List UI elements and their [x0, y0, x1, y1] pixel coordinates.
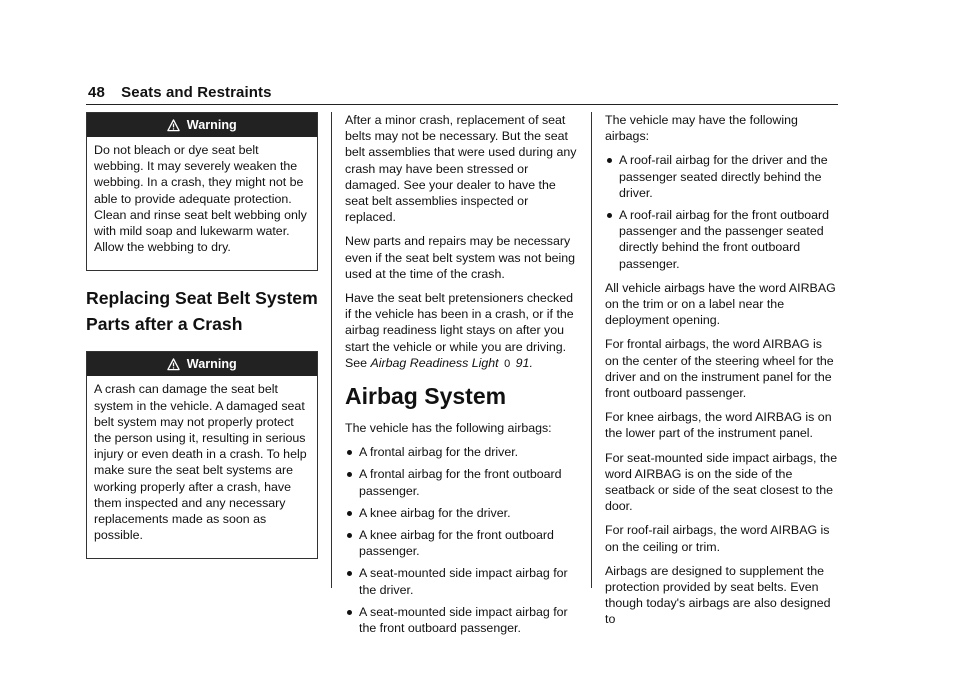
paragraph: For roof-rail airbags, the word AIRBAG is on the ceiling or trim. [605, 523, 830, 554]
column-middle [345, 112, 580, 644]
warning-text: A crash can damage the seat belt system in the vehicle. A damaged seat belt system may not properly protect the person using it, resulting in serious injury or even death in a crash. To help make sure the seat belt systems are working properly after a crash, have them inspected and any necessary replacements made as soon as possible. [94, 382, 307, 543]
optional-airbag-list [605, 152, 838, 271]
warning-box-crash-damage [86, 351, 318, 559]
list-item: A roof-rail airbag for the front outboard passenger and the passenger seated directly behind the front outboard passenger. [605, 207, 838, 272]
warning-header [87, 113, 317, 137]
column-divider-right [591, 112, 592, 588]
page-reference-icon: 0 [504, 357, 511, 370]
page-header [88, 84, 272, 101]
warning-triangle-icon [167, 355, 180, 379]
section-heading-replacing-parts: Replacing Seat Belt System Parts after a Crash [86, 288, 318, 335]
warning-title: Warning [186, 357, 237, 372]
section-title: Seats and Restraints [121, 84, 272, 101]
paragraph: The vehicle has the following airbags: [345, 421, 552, 436]
warning-text: Do not bleach or dye seat belt webbing. It may severely weaken the webbing. In a crash, they might not be able to provide adequate protection. Clean and rinse seat belt webbing only with mild soap and lukewarm water. Allow the webbing to dry. [94, 143, 307, 255]
paragraph-with-reference: Have the seat belt pretensioners checked if the vehicle has been in a crash, or if the airbag readiness light stays on after you start the vehicle or while you are driving. See Airbag Readiness Light 0 91. [345, 291, 574, 370]
list-item: A roof-rail airbag for the driver and the passenger seated directly behind the driver. [605, 152, 838, 201]
paragraph: The vehicle may have the following airbags: [605, 113, 798, 144]
warning-body [87, 137, 317, 270]
warning-title: Warning [186, 118, 237, 132]
header-rule [86, 104, 838, 105]
list-item: A frontal airbag for the front outboard passenger. [345, 466, 580, 498]
reference-page-number[interactable]: 91. [515, 355, 533, 370]
list-item: A knee airbag for the front outboard passenger. [345, 527, 580, 559]
paragraph: For seat-mounted side impact airbags, the word AIRBAG is on the side of the seatback or side of the seat closest to the door. [605, 450, 838, 514]
section-heading-airbag-system: Airbag System [345, 383, 507, 410]
warning-body [87, 376, 317, 558]
paragraph: Airbags are designed to supplement the protection provided by seat belts. Even though today's airbags are also designed to [605, 563, 831, 627]
column-divider-left [331, 112, 332, 588]
warning-box-webbing [86, 112, 318, 271]
column-left [86, 112, 318, 559]
page-number: 48 [88, 84, 105, 101]
column-right [605, 112, 838, 636]
warning-triangle-icon [167, 116, 180, 140]
paragraph: New parts and repairs may be necessary even if the seat belt system was not being used at the time of the crash. [345, 234, 576, 281]
list-item: A knee airbag for the driver. [345, 505, 580, 521]
paragraph: After a minor crash, replacement of seat belts may not be necessary. But the seat belt assemblies that were used during any crash may have been stressed or damaged. See your dealer to have the seat belt assemblies inspected or replaced. [345, 113, 577, 225]
cross-reference-link[interactable]: Airbag Readiness Light [370, 355, 499, 370]
airbag-list [345, 444, 580, 636]
paragraph: For frontal airbags, the word AIRBAG is on the center of the steering wheel for the driver and on the instrument panel for the front outboard passenger. [605, 337, 834, 401]
list-item: A frontal airbag for the driver. [345, 444, 580, 460]
paragraph: For knee airbags, the word AIRBAG is on the lower part of the instrument panel. [605, 410, 832, 441]
list-item: A seat-mounted side impact airbag for the front outboard passenger. [345, 604, 580, 636]
warning-header [87, 352, 317, 376]
list-item: A seat-mounted side impact airbag for the driver. [345, 565, 580, 597]
paragraph: All vehicle airbags have the word AIRBAG on the trim or on a label near the deployment opening. [605, 280, 836, 328]
